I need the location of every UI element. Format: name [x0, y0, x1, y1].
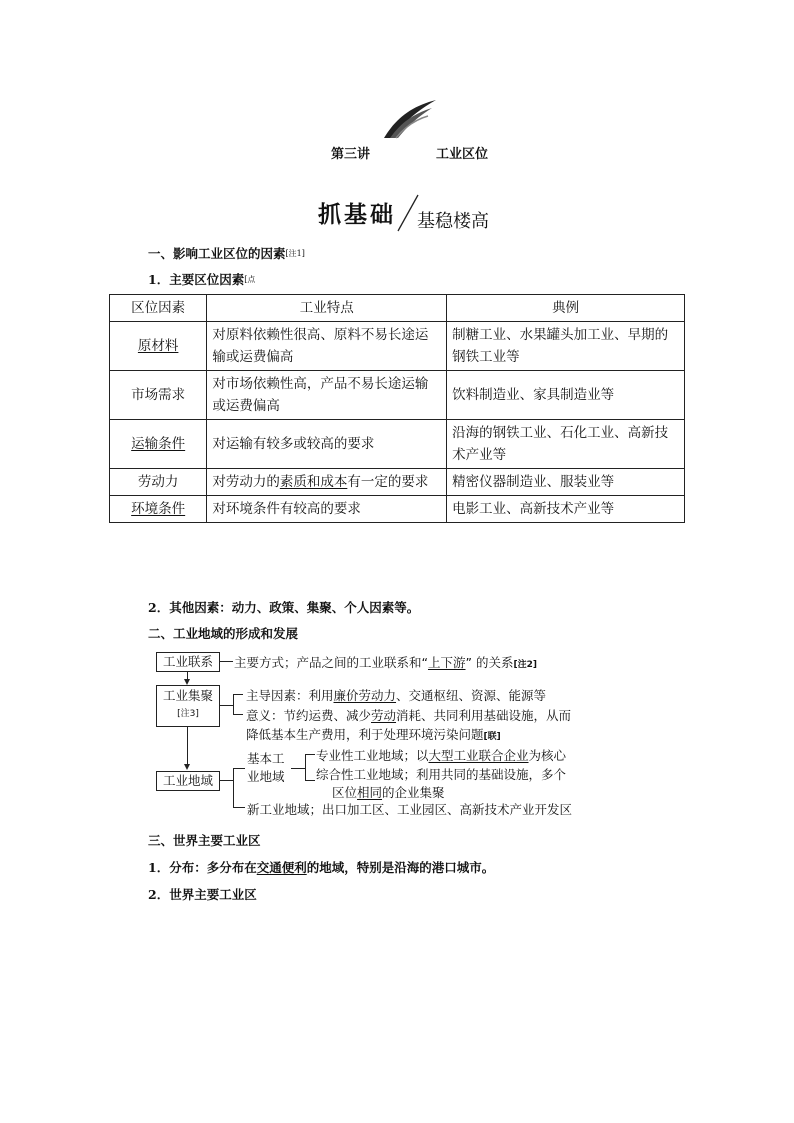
table-row [110, 420, 685, 469]
diagram-text: 区位 [332, 785, 358, 800]
comprehensive-region-cont [332, 783, 445, 801]
location-factor-table [109, 294, 685, 523]
feature-cell: 对环境条件有较高的要求 [207, 496, 447, 523]
note-marker: [注3] [177, 709, 199, 719]
bracket-line [305, 754, 306, 781]
box-industrial-agglomeration [156, 685, 220, 727]
table-header-cell: 区位因素 [110, 295, 207, 322]
table-header-row [110, 295, 685, 322]
table-header-cell: 工业特点 [207, 295, 447, 322]
table-row [110, 469, 685, 496]
table-header-cell: 典例 [447, 295, 685, 322]
example-cell: 电影工业、高新技术产业等 [447, 496, 685, 523]
note-marker: [联] [483, 732, 501, 742]
major-regions-line: 2．世界主要工业区 [148, 887, 257, 902]
bracket-line [233, 714, 243, 715]
diagram-text: 、交通枢纽、资源、能源等 [396, 688, 547, 703]
bracket-line [305, 754, 315, 755]
section3-heading: 三、世界主要工业区 [148, 833, 261, 848]
diagram-underlined-text: 上下游 [427, 655, 466, 670]
linkage-description [234, 653, 537, 671]
chapter-logo [382, 98, 438, 140]
new-industrial-region: 新工业地域；出口加工区、工业园区、高新技术产业开发区 [247, 802, 573, 817]
banner-main: 抓基础 [318, 202, 396, 228]
feature-cell: 对运输有较多或较高的要求 [207, 420, 447, 469]
note-marker: [点 [244, 275, 256, 284]
bracket-line [233, 768, 245, 769]
bracket-line [233, 807, 245, 808]
example-cell: 沿海的钢铁工业、石化工业、高新技术产业等 [447, 420, 685, 469]
arrow-line [187, 726, 188, 766]
other-factors-line: 2．其他因素：动力、政策、集聚、个人因素等。 [148, 600, 420, 615]
lecture-number: 第三讲 [331, 147, 371, 162]
example-cell: 制糖工业、水果罐头加工业、早期的钢铁工业等 [447, 322, 685, 371]
arrow-head-icon [184, 679, 190, 685]
connector-line [219, 661, 233, 662]
box-label: 工业集聚 [162, 688, 213, 703]
connector-line [291, 768, 305, 769]
factor-cell: 环境条件 [110, 496, 207, 523]
subheading-text: 1．主要区位因素 [148, 272, 245, 287]
chapter-title: 工业区位 [436, 147, 489, 162]
bracket-line [233, 768, 234, 808]
diagram-underlined-text: 廉价劳动力 [333, 688, 397, 703]
connector-line [219, 705, 233, 706]
diagram-underlined-text: 大型工业联合企业 [428, 748, 529, 763]
diagram-text: 的企业集聚 [382, 785, 445, 800]
specialized-region [316, 746, 566, 764]
factor-cell: 劳动力 [110, 469, 207, 496]
table-row [110, 371, 685, 420]
diagram-text: 主导因素：利用 [246, 688, 334, 703]
arrow-head-icon [184, 764, 190, 770]
table-row [110, 322, 685, 371]
subheading-main-factors [148, 270, 255, 288]
banner-sub: 基稳楼高 [417, 211, 489, 232]
diagram-underlined-text: 相同 [357, 785, 383, 800]
table-row [110, 496, 685, 523]
distribution-line [148, 858, 494, 876]
example-cell: 饮料制造业、家具制造业等 [447, 371, 685, 420]
comprehensive-region: 综合性工业地域；利用共同的基础设施，多个 [316, 767, 567, 782]
section1-heading-text: 一、影响工业区位的因素 [148, 246, 286, 261]
feature-text: 对劳动力的 [212, 474, 280, 490]
diagram-underlined-text: 劳动 [371, 708, 397, 723]
bracket-line [233, 694, 243, 695]
note-marker: [注1] [285, 249, 305, 258]
bracket-line [305, 780, 315, 781]
box-industrial-linkage: 工业联系 [156, 652, 220, 672]
body-text: 1．分布：多分布在 [148, 860, 257, 875]
feature-cell [207, 469, 447, 496]
example-cell: 精密仪器制造业、服装业等 [447, 469, 685, 496]
factor-cell: 运输条件 [110, 420, 207, 469]
feature-underlined-text: 素质和成本 [279, 474, 348, 490]
diagram-text: ” 的关系 [465, 655, 514, 670]
diagram-text: 意义：节约运费、减少 [246, 708, 372, 723]
bracket-line [233, 694, 234, 715]
underlined-text: 交通便利 [256, 860, 307, 875]
note-marker: [注2] [513, 660, 537, 670]
diagram-text: 降低基本生产费用，利于处理环境污染问题 [246, 727, 484, 742]
factor-cell: 市场需求 [110, 371, 207, 420]
box-industrial-region: 工业地域 [156, 771, 220, 791]
diagram-text: 业地域 [247, 769, 285, 784]
diagram-text: 消耗、共同利用基础设施，从而 [396, 708, 572, 723]
feature-text: 有一定的要求 [347, 474, 429, 490]
cluster-significance-cont [246, 725, 501, 743]
diagram-text: 为核心 [528, 748, 567, 763]
body-text: 的地域，特别是沿海的港口城市。 [306, 860, 495, 875]
diagram-text: 基本工 [247, 751, 285, 766]
basic-region-label [247, 750, 285, 786]
cluster-significance [246, 706, 571, 724]
section2-heading: 二、工业地域的形成和发展 [148, 626, 299, 641]
feature-cell: 对原料依赖性很高、原料不易长途运输或运费偏高 [207, 322, 447, 371]
connector-line [219, 780, 233, 781]
factor-cell: 原材料 [110, 322, 207, 371]
feature-cell: 对市场依赖性高，产品不易长途运输或运费偏高 [207, 371, 447, 420]
section1-heading [148, 244, 305, 262]
cluster-factors [246, 686, 546, 704]
diagram-text: 专业性工业地域；以 [316, 748, 429, 763]
diagram-text: 主要方式；产品之间的工业联系和“ [234, 655, 428, 670]
